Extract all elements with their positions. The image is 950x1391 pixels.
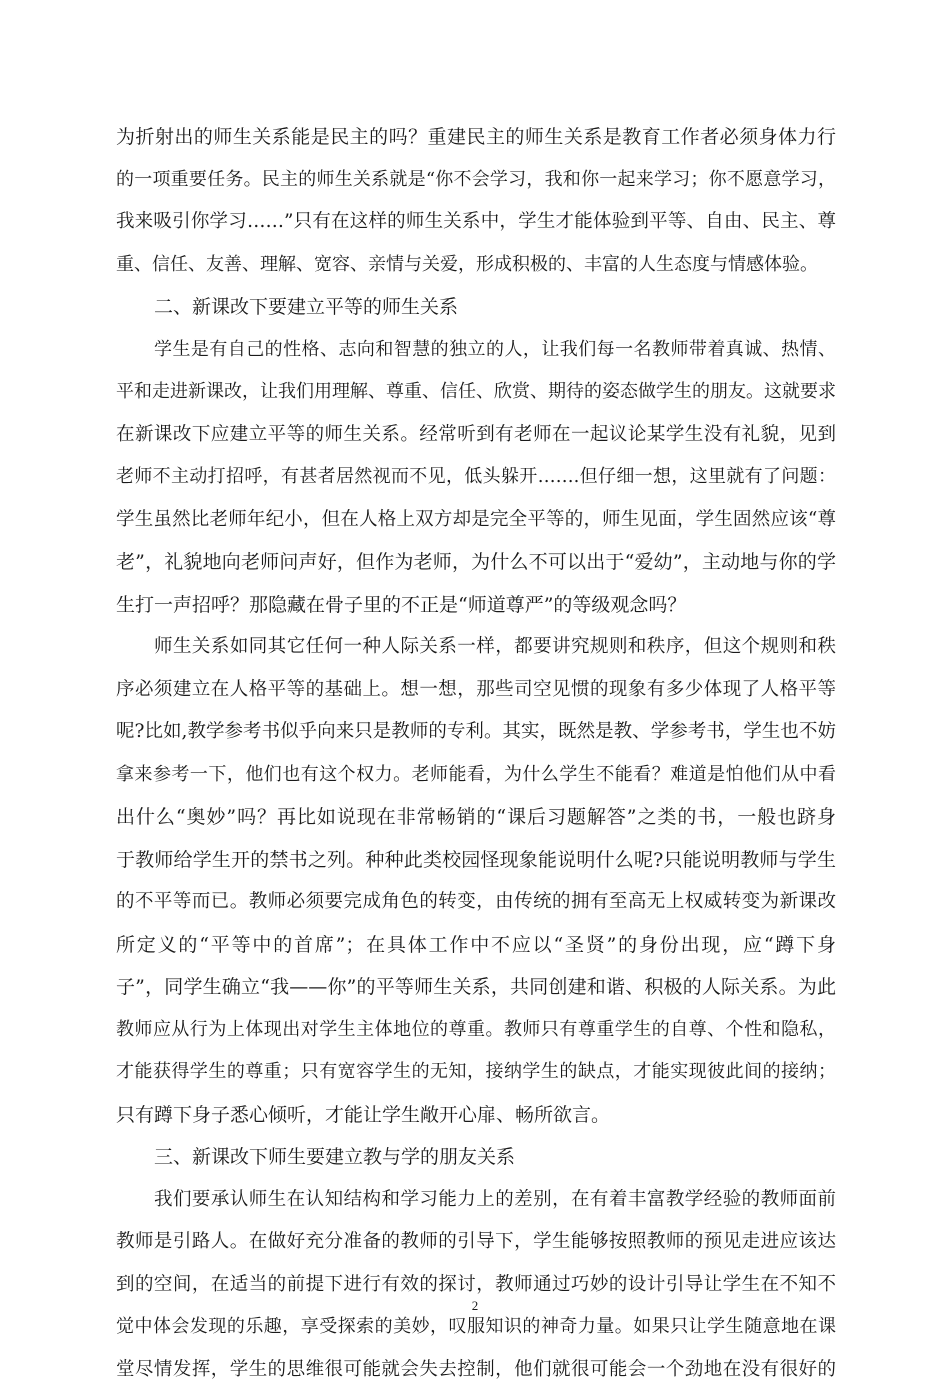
text-line: 于教师给学生开的禁书之列。种种此类校园怪现象能说明什么呢?只能说明教师与学生 [116,839,836,882]
text-line: 在新课改下应建立平等的师生关系。经常听到有老师在一起议论某学生没有礼貌，见到 [116,414,836,457]
text-line: 的一项重要任务。民主的师生关系就是“你不会学习，我和你一起来学习；你不愿意学习， [116,159,836,202]
text-line: 生打一声招呼？那隐藏在骨子里的不正是“师道尊严”的等级观念吗？ [116,584,836,627]
text-line: 老师不主动打招呼，有甚者居然视而不见，低头躲开…….但仔细一想，这里就有了问题： [116,456,836,499]
page-number: 2 [0,1298,950,1314]
text-line: 的不平等而已。教师必须要完成角色的转变，由传统的拥有至高无上权威转变为新课改 [116,881,836,924]
text-line: 我们要承认师生在认知结构和学习能力上的差别，在有着丰富教学经验的教师面前 [116,1179,836,1222]
text-line: 子”，同学生确立“我——你”的平等师生关系，共同创建和谐、积极的人际关系。为此 [116,966,836,1009]
text-line: 拿来参考一下，他们也有这个权力。老师能看，为什么学生不能看？难道是怕他们从中看 [116,754,836,797]
text-line: 师生关系如同其它任何一种人际关系一样，都要讲究规则和秩序，但这个规则和秩 [116,626,836,669]
text-line: 序必须建立在人格平等的基础上。想一想，那些司空见惯的现象有多少体现了人格平等 [116,669,836,712]
text-line: 学生是有自己的性格、志向和智慧的独立的人，让我们每一名教师带着真诚、热情、 [116,329,836,372]
text-line: 堂尽情发挥，学生的思维很可能就会失去控制，他们就很可能会一个劲地在没有很好的 [116,1349,836,1391]
text-line: 为折射出的师生关系能是民主的吗？重建民主的师生关系是教育工作者必须身体力行 [116,116,836,159]
text-line: 我来吸引你学习……”只有在这样的师生关系中，学生才能体验到平等、自由、民主、尊 [116,201,836,244]
text-line: 教师应从行为上体现出对学生主体地位的尊重。教师只有尊重学生的自尊、个性和隐私， [116,1009,836,1052]
text-line: 重、信任、友善、理解、宽容、亲情与关爱，形成积极的、丰富的人生态度与情感体验。 [116,244,836,287]
text-line: 只有蹲下身子悉心倾听，才能让学生敞开心扉、畅所欲言。 [116,1094,836,1137]
text-line: 学生虽然比老师年纪小，但在人格上双方却是完全平等的，师生见面，学生固然应该“尊 [116,499,836,542]
text-line: 觉中体会发现的乐趣，享受探索的美妙，叹服知识的神奇力量。如果只让学生随意地在课 [116,1306,836,1349]
section-heading-3: 三、新课改下师生要建立教与学的朋友关系 [116,1136,836,1179]
text-line: 到的空间，在适当的前提下进行有效的探讨，教师通过巧妙的设计引导让学生在不知不 [116,1264,836,1307]
text-line: 教师是引路人。在做好充分准备的教师的引导下，学生能够按照教师的预见走进应该达 [116,1221,836,1264]
text-line: 出什么“奥妙”吗？再比如说现在非常畅销的“课后习题解答”之类的书，一般也跻身 [116,796,836,839]
body-text [116,116,836,1391]
section-heading-2: 二、新课改下要建立平等的师生关系 [116,286,836,329]
text-line: 所定义的“平等中的首席”；在具体工作中不应以“圣贤”的身份出现，应“蹲下身 [116,924,836,967]
text-line: 平和走进新课改，让我们用理解、尊重、信任、欣赏、期待的姿态做学生的朋友。这就要求 [116,371,836,414]
text-line: 老”，礼貌地向老师问声好，但作为老师，为什么不可以出于“爱幼”，主动地与你的学 [116,541,836,584]
text-line: 呢?比如,教学参考书似乎向来只是教师的专利。其实，既然是教、学参考书，学生也不妨 [116,711,836,754]
text-line: 才能获得学生的尊重；只有宽容学生的无知，接纳学生的缺点，才能实现彼此间的接纳； [116,1051,836,1094]
